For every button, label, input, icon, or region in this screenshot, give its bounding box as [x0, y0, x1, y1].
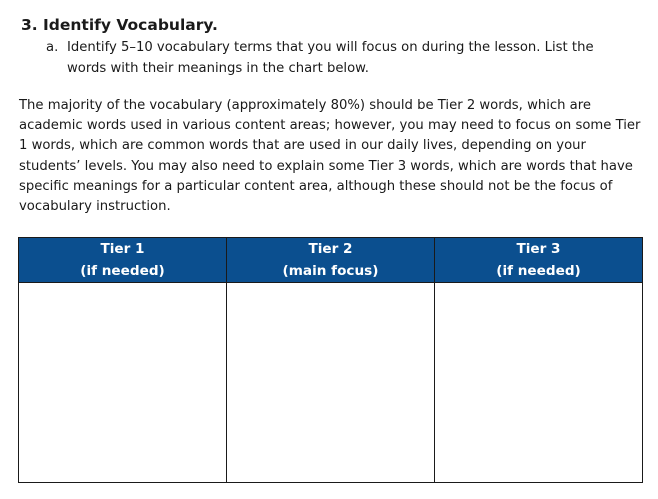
instruction-item: [46, 37, 646, 79]
column-header-tier-1: [19, 238, 227, 283]
section-title: Identify Vocabulary.: [43, 16, 218, 34]
tier-1-entry-cell[interactable]: [19, 283, 227, 483]
column-note: (if needed): [80, 263, 165, 279]
section-heading: [21, 14, 218, 36]
column-header-tier-2: [227, 238, 435, 283]
table-row: [19, 283, 643, 483]
column-note: (main focus): [282, 263, 379, 279]
vocabulary-tier-table: [18, 237, 643, 483]
column-header-tier-3: [435, 238, 643, 283]
vocabulary-guidance-paragraph: The majority of the vocabulary (approximately 80%) should be Tier 2 words, which are academic words used in various content areas; however, you may need to focus on some Tier 1 words, which are common words that are used in our daily lives, depending on your students’ levels. You may also need to explain some Tier 3 words, which are words that have specific meanings for a particular content area, although these should not be the focus of vocabulary instruction.: [19, 98, 641, 215]
column-title: Tier 1: [100, 241, 145, 257]
column-title: Tier 3: [516, 241, 561, 257]
tier-3-entry-cell[interactable]: [435, 283, 643, 483]
instruction-marker: a.: [46, 40, 59, 55]
column-title: Tier 2: [308, 241, 353, 257]
table-header-row: [19, 238, 643, 283]
tier-2-entry-cell[interactable]: [227, 283, 435, 483]
section-number: 3.: [21, 16, 38, 34]
instruction-text: Identify 5–10 vocabulary terms that you will focus on during the lesson. List the words with their meanings in the chart below.: [67, 40, 594, 76]
column-note: (if needed): [496, 263, 581, 279]
